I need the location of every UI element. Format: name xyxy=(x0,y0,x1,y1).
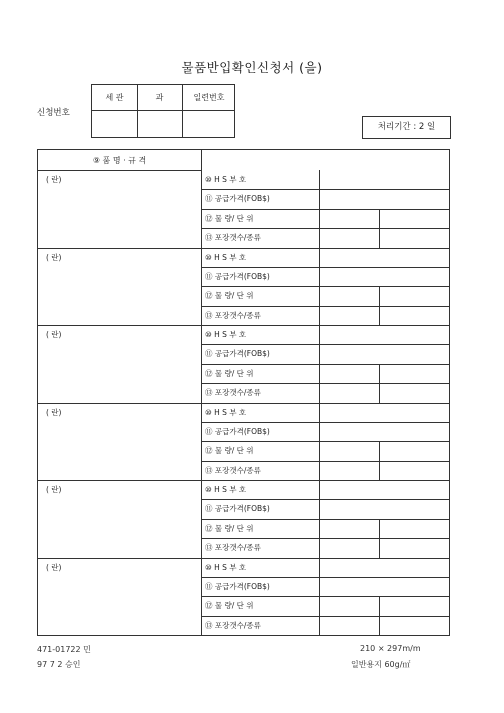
field-value[interactable] xyxy=(320,520,448,537)
field-value[interactable] xyxy=(320,210,448,227)
approval-date: 97 7 2 승인 xyxy=(37,660,81,669)
field-label: ⑪ 공급가격(FOB$) xyxy=(205,349,270,359)
field-value[interactable] xyxy=(320,268,448,285)
field-label: ⑬ 포장갯수/종류 xyxy=(205,310,261,320)
field-label: ⑫ 물 량/ 단 위 xyxy=(205,601,254,611)
field-label: ⑩ H S 부 호 xyxy=(205,252,247,262)
field-label: ⑩ H S 부 호 xyxy=(205,407,247,417)
spec-header: ⑨ 품 명 · 규 격 xyxy=(92,156,147,165)
field-value[interactable] xyxy=(320,345,448,362)
sub-column-divider xyxy=(379,209,380,248)
sub-column-divider xyxy=(379,519,380,558)
spec-header-divider xyxy=(38,170,201,171)
field-value[interactable] xyxy=(320,539,448,556)
field-label: ⑫ 물 량/ 단 위 xyxy=(205,291,254,301)
division-field[interactable] xyxy=(138,111,181,137)
item-spec-field[interactable] xyxy=(39,186,200,246)
item-spec-field[interactable] xyxy=(39,419,200,479)
field-label: ⑬ 포장갯수/종류 xyxy=(205,388,261,398)
serial-number-field[interactable] xyxy=(183,111,234,137)
item-spec-field[interactable] xyxy=(39,496,200,556)
customs-label: 세 관 xyxy=(105,93,124,102)
item-number-label: ( 란) xyxy=(46,485,62,494)
field-label: ⑫ 물 량/ 단 위 xyxy=(205,213,254,223)
item-spec-field[interactable] xyxy=(39,264,200,324)
field-value[interactable] xyxy=(320,559,448,576)
field-label: ⑪ 공급가격(FOB$) xyxy=(205,426,270,436)
field-value[interactable] xyxy=(320,326,448,343)
field-value[interactable] xyxy=(320,384,448,401)
form-code: 471-01722 민 xyxy=(37,645,91,654)
item-spec-field[interactable] xyxy=(39,341,200,401)
field-label: ⑬ 포장갯수/종류 xyxy=(205,620,261,630)
field-value[interactable] xyxy=(320,597,448,614)
sub-column-divider xyxy=(379,286,380,325)
field-label: ⑬ 포장갯수/종류 xyxy=(205,465,261,475)
sub-column-divider xyxy=(379,596,380,635)
item-number-label: ( 란) xyxy=(46,252,62,262)
item-number-label: ( 란) xyxy=(46,407,62,417)
sub-column-divider xyxy=(379,441,380,480)
field-value[interactable] xyxy=(320,365,448,382)
processing-period-box: 처리기간 : 2 일 xyxy=(362,116,451,139)
spec-column-divider xyxy=(201,150,202,635)
field-value[interactable] xyxy=(320,578,448,595)
sub-column-divider xyxy=(379,364,380,403)
paper-size: 210 × 297m/m xyxy=(360,644,421,653)
item-number-label: ( 란) xyxy=(46,562,62,572)
division-label: 과 xyxy=(155,93,164,102)
item-table xyxy=(37,149,450,636)
field-value[interactable] xyxy=(320,462,448,479)
field-value[interactable] xyxy=(320,617,448,634)
page-title: 물품반입확인신청서 (을) xyxy=(181,60,323,75)
field-value[interactable] xyxy=(320,423,448,440)
field-label: ⑫ 물 량/ 단 위 xyxy=(205,523,254,533)
field-label: ⑫ 물 량/ 단 위 xyxy=(205,368,254,378)
field-label: ⑪ 공급가격(FOB$) xyxy=(205,581,270,591)
field-value[interactable] xyxy=(320,481,448,498)
item-spec-field[interactable] xyxy=(39,574,200,634)
field-value[interactable] xyxy=(320,249,448,266)
field-value[interactable] xyxy=(320,404,448,421)
applicant-number-label: 신청번호 xyxy=(37,108,70,118)
paper-type: 일반용지 60g/㎡ xyxy=(351,660,411,669)
item-number-label: ( 란) xyxy=(46,175,62,184)
field-label: ⑩ H S 부 호 xyxy=(205,485,247,494)
field-value[interactable] xyxy=(320,287,448,304)
field-label: ⑩ H S 부 호 xyxy=(205,175,247,184)
customs-field[interactable] xyxy=(93,111,136,137)
field-label: ⑬ 포장갯수/종류 xyxy=(205,543,261,553)
serial-number-label: 일련번호 xyxy=(193,93,225,102)
item-number-label: ( 란) xyxy=(46,330,62,339)
field-value[interactable] xyxy=(320,442,448,459)
field-label: ⑫ 물 량/ 단 위 xyxy=(205,446,254,456)
field-label: ⑪ 공급가격(FOB$) xyxy=(205,194,270,204)
applicant-number-box xyxy=(91,84,235,138)
field-value[interactable] xyxy=(320,307,448,324)
field-value[interactable] xyxy=(320,171,448,188)
field-label: ⑪ 공급가격(FOB$) xyxy=(205,271,270,281)
field-label: ⑩ H S 부 호 xyxy=(205,330,247,339)
field-value[interactable] xyxy=(320,500,448,517)
field-label: ⑩ H S 부 호 xyxy=(205,562,247,572)
field-label: ⑪ 공급가격(FOB$) xyxy=(205,504,270,514)
field-value[interactable] xyxy=(320,190,448,207)
field-value[interactable] xyxy=(320,229,448,246)
field-label: ⑬ 포장갯수/종류 xyxy=(205,233,261,243)
